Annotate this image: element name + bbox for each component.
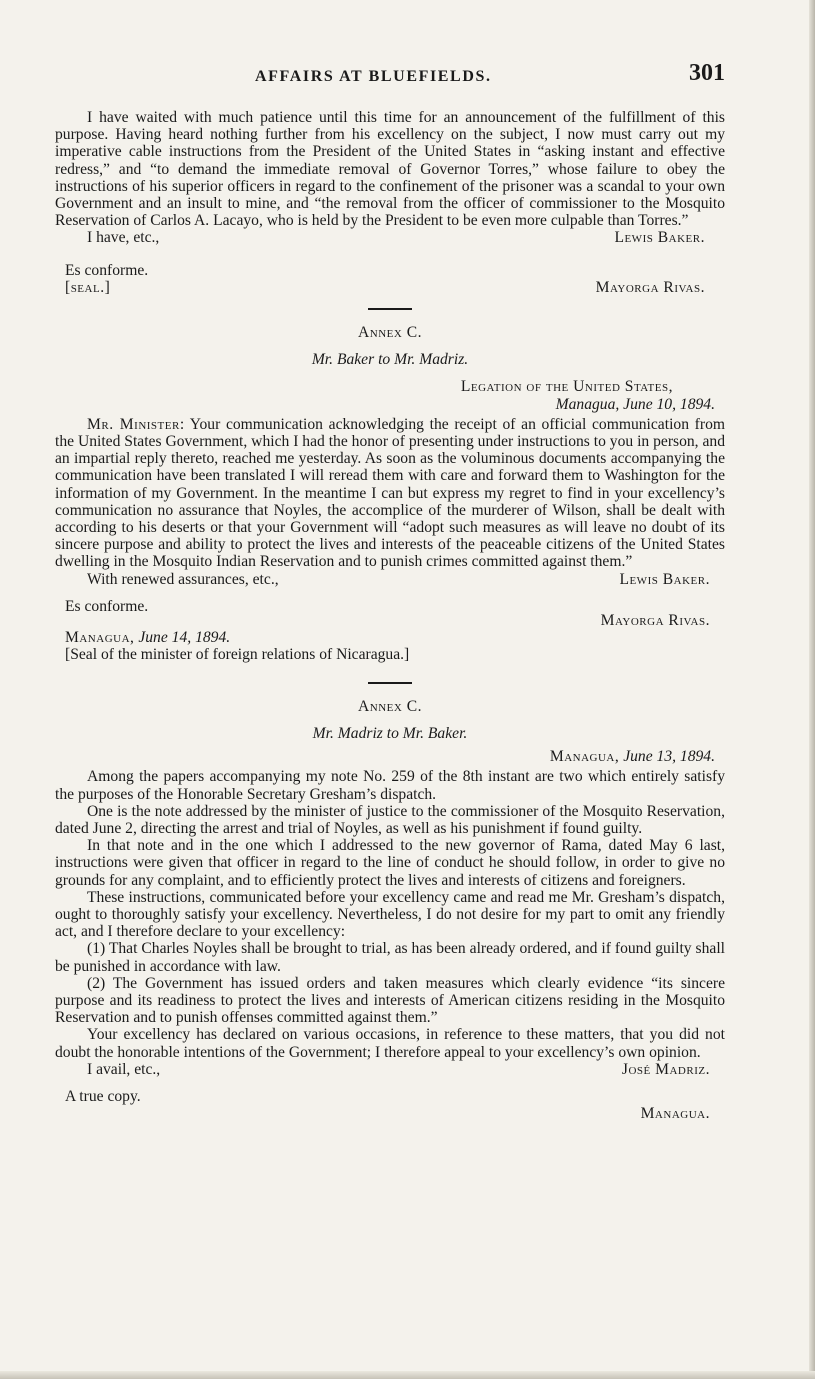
place: Managua, [65, 629, 135, 647]
certifier: Mayorga Rivas. [600, 612, 710, 630]
closing: I avail, etc., [87, 1060, 161, 1078]
page-header [55, 60, 725, 92]
certification: Es conforme. [65, 261, 149, 279]
signature: José Madriz. [621, 1060, 710, 1078]
salutation: Mr. Minister: [87, 415, 185, 433]
closing: With renewed assurances, etc., [87, 570, 279, 588]
date: June 14, 1894. [138, 629, 231, 647]
page-edge-bottom [0, 1371, 815, 1379]
signature: Lewis Baker. [614, 229, 705, 247]
dateline: Managua, June 10, 1894. [555, 395, 715, 413]
letter-paragraph [55, 416, 725, 571]
letter-paragraph: (1) That Charles Noyles shall be brought to trial, as has been already ordered, and if found guilty shall be punished in accordance with law. [55, 940, 725, 975]
signature-row [55, 1061, 725, 1078]
certifier: Mayorga Rivas. [595, 278, 705, 296]
closing: I have, etc., [87, 229, 160, 247]
letter-body [55, 768, 725, 1060]
signature-row [55, 571, 725, 588]
certifier: Managua. [640, 1105, 710, 1123]
signature: Lewis Baker. [619, 570, 710, 588]
letter-paragraph: Your excellency has declared on various occasions, in reference to these matters, that you did not doubt the honorable intentions of the Government; I therefore appeal to your excellency’s own opinion. [55, 1026, 725, 1061]
certification: Es conforme. [65, 597, 149, 615]
date: June 13, 1894. [623, 748, 715, 766]
letter-paragraph: These instructions, communicated before your excellency came and read me Mr. Gresham’s dispatch, ought to thoroughly satisfy your excellency. Nevertheless, I do not desire for my part to omit any friendly act, and I therefore declare to your excellency: [55, 888, 725, 941]
letter-paragraph: Among the papers accompanying my note No. 259 of the 8th instant are two which entirely satisfy the purposes of the Honorable Secretary Gresham’s dispatch. [55, 768, 725, 803]
certification: A true copy. [65, 1087, 141, 1105]
page-body [55, 109, 725, 1122]
annex-subtitle: Mr. Madriz to Mr. Baker. [312, 724, 468, 742]
annex-title: Annex C. [357, 697, 422, 715]
running-head: AFFAIRS AT BLUEFIELDS. [255, 68, 492, 85]
letter-paragraph: In that note and in the one which I addressed to the new governor of Rama, dated May 6 last, instructions were given that officer in regard to the line of conduct he should follow, in order to give no grounds for any complaint, and to efficiently protect the lives and interests of citizens and foreigners. [55, 837, 725, 889]
letter-paragraph: One is the note addressed by the minister of justice to the commissioner of the Mosquito Reservation, dated June 2, directing the arrest and trial of Noyles, as well as his punishment if found guilty. [55, 802, 725, 837]
page-edge-right [809, 0, 815, 1379]
certification-row [55, 262, 725, 296]
seal-note: [Seal of the minister of foreign relations of Nicaragua.] [65, 646, 410, 664]
annex-title: Annex C. [357, 324, 422, 342]
legation-heading: Legation of the United States, [460, 378, 673, 396]
section-divider [368, 682, 412, 684]
dateline [55, 748, 725, 765]
section-divider [368, 308, 412, 310]
signature-row [55, 229, 725, 246]
letter-paragraph: (2) The Government has issued orders and taken measures which clearly evidence “its sincere purpose and its readiness to protect the lives and interests of American citizens residing in the Mosquito Reservation and to punish offenses committed against them.” [55, 974, 725, 1027]
place-date [55, 629, 725, 646]
page-number: 301 [689, 60, 725, 86]
place: Managua, [549, 748, 620, 766]
seal-note: [seal.] [65, 278, 111, 296]
letter-text: Your communication acknowledging the receipt of an official communication from the United States Government, which I had the honor of presenting under instructions to you in person, and an impartial reply thereto, reached me yesterday. As soon as the voluminous documents accompanying the communication have been translated I will reread them with care and forward them to Washington for the information of my Government. In the meantime I can but express my regret to find in your excellency’s communication no assurance that Noyles, the accomplice of the murderer of Wilson, shall be dealt with according to his deserts or that your Government will “adopt such measures as will leave no doubt of its sincere purpose and ability to protect the lives and interests of the peaceable citizens of the United States dwelling in the Mosquito Indian Reservation and to punish crimes committed against them.” [55, 415, 725, 571]
letter-paragraph: I have waited with much patience until this time for an announcement of the fulfillment of this purpose. Having heard nothing further from his excellency on the subject, I now must carry out my imperative cable instructions from the President of the United States in “asking instant and effective redress,” and “to demand the immediate removal of Governor Torres,” whose failure to obey the instructions of his superior officers in regard to the confinement of the prisoner was a scandal to your own Government and an insult to mine, and “the removal from the officer of commissioner to the Mosquito Reservation of Carlos A. Lacayo, who is held by the President to be even more culpable than Torres.” [55, 109, 725, 230]
annex-subtitle: Mr. Baker to Mr. Madriz. [311, 351, 469, 369]
